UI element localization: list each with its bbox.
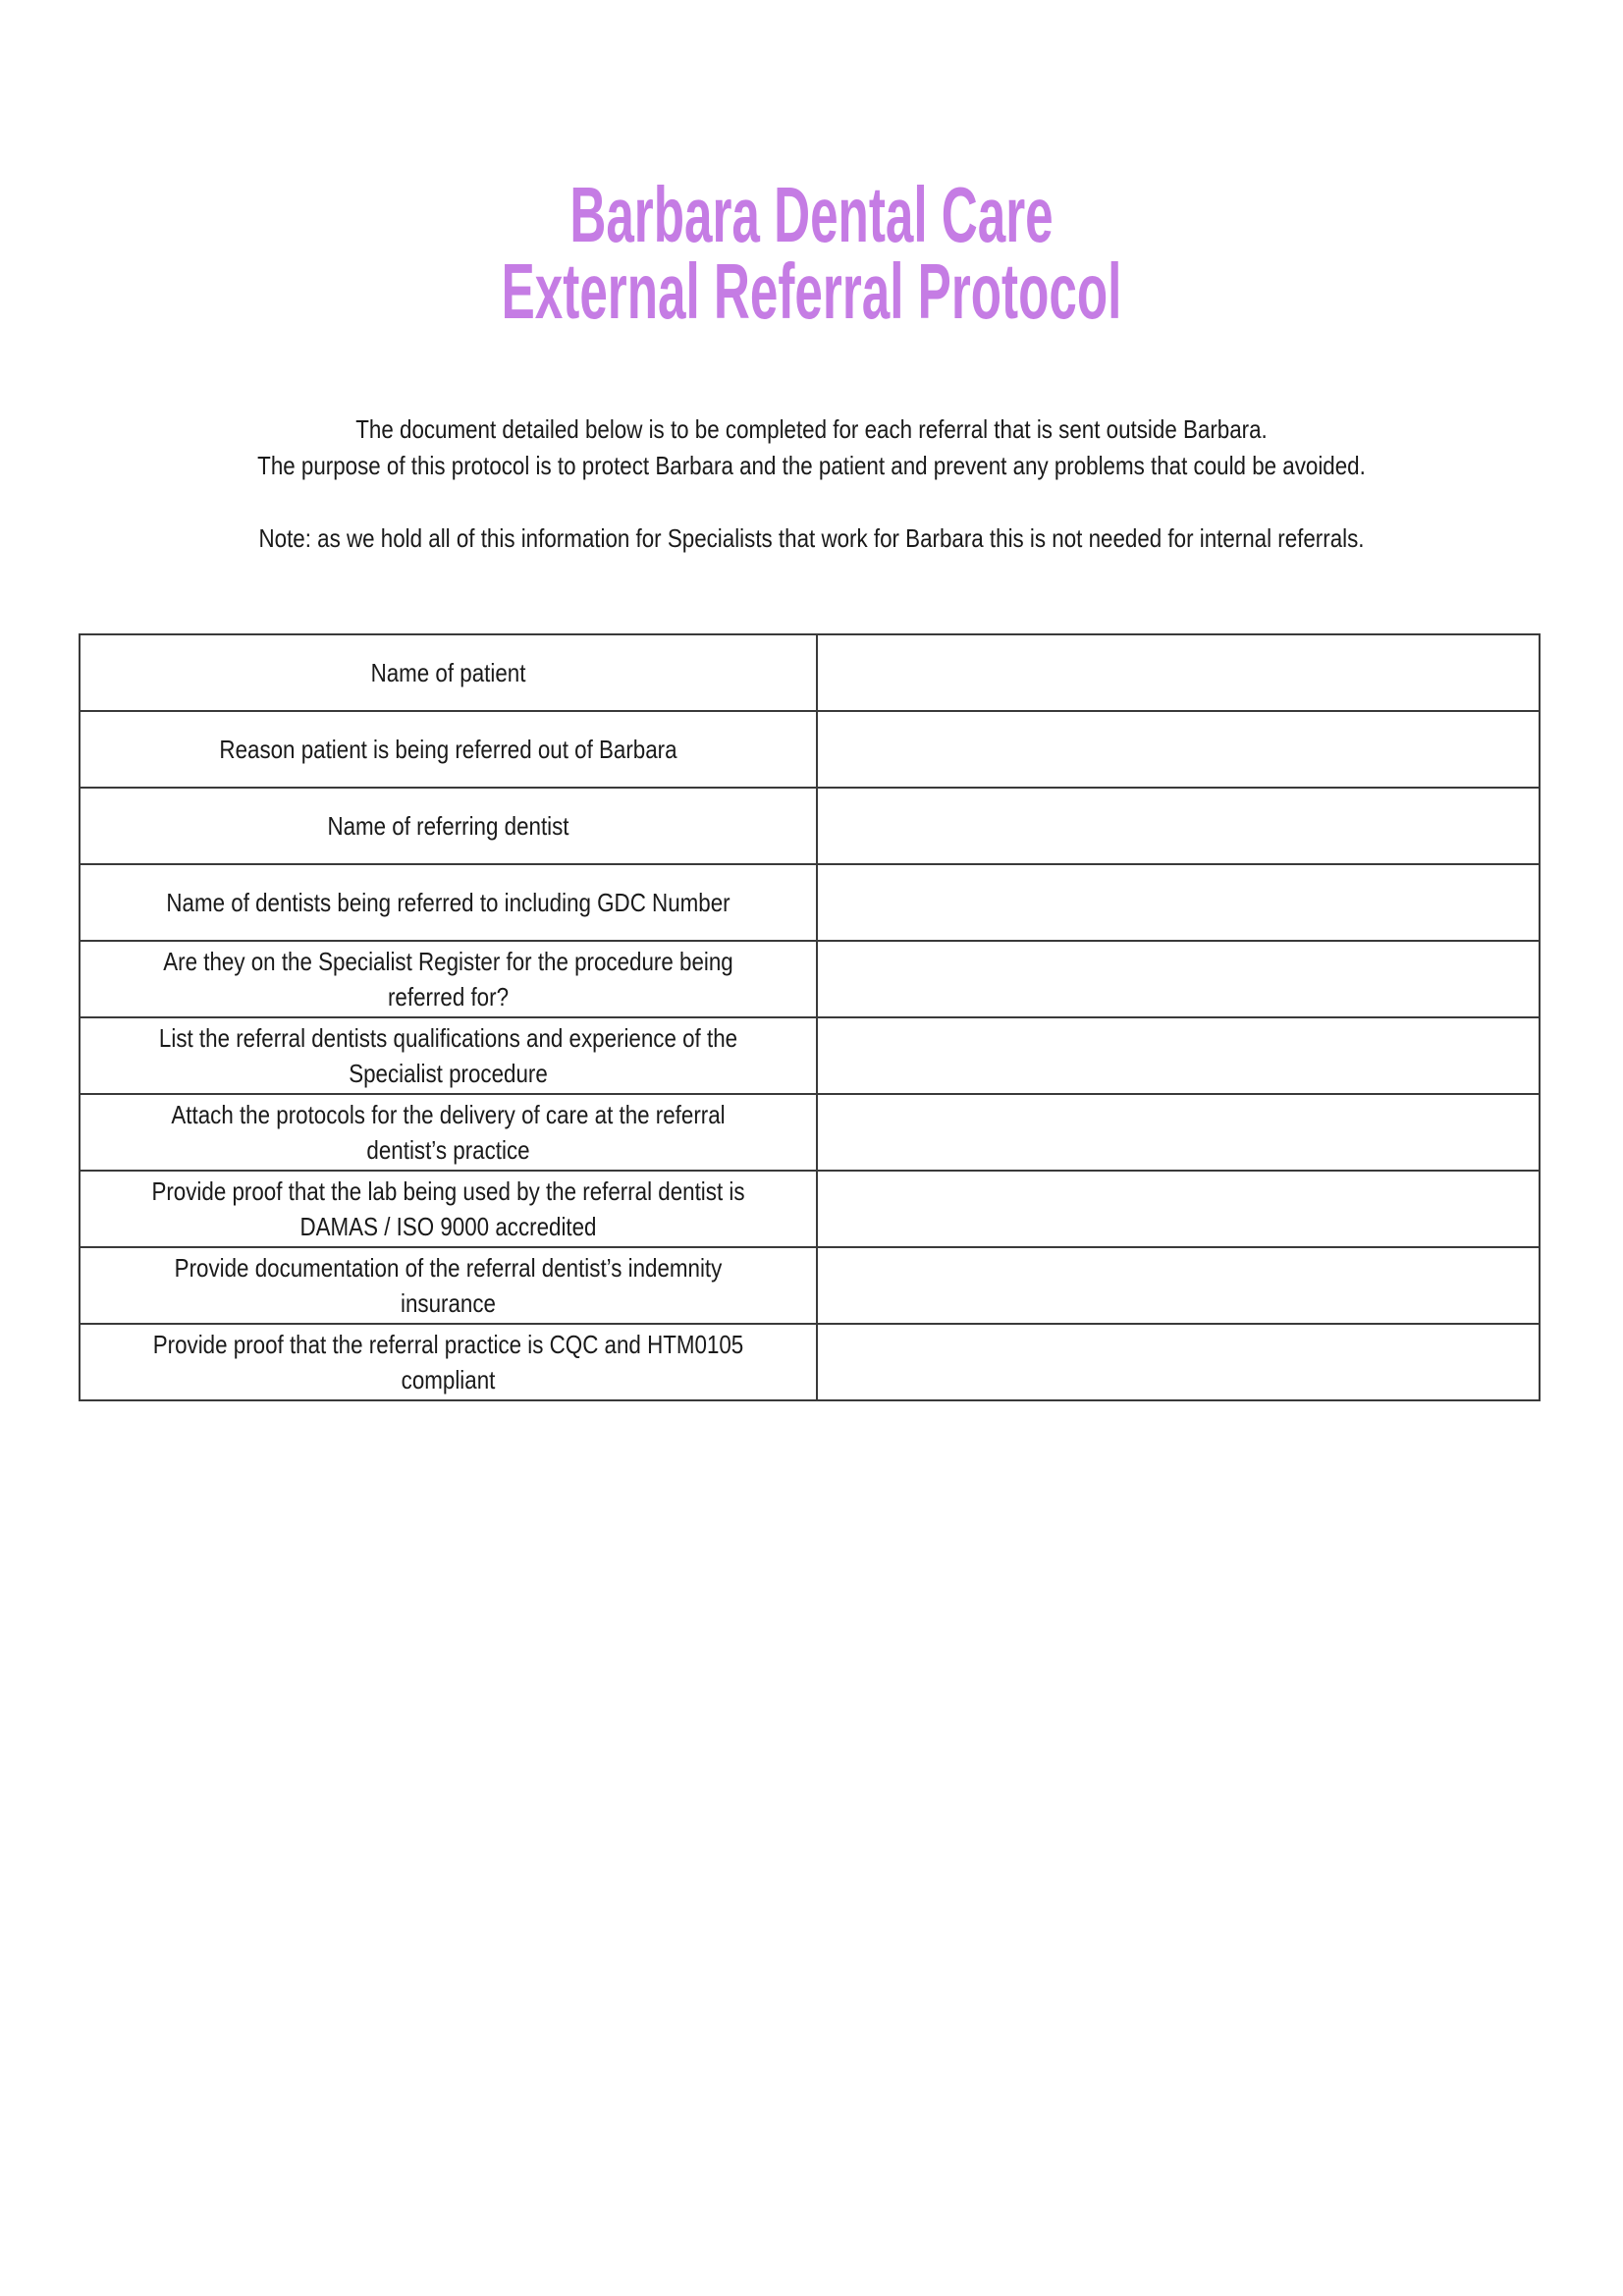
row-value-cell[interactable]: [817, 1247, 1540, 1324]
row-label-line: Name of patient: [370, 658, 526, 687]
row-label-line: Are they on the Specialist Register for the procedure being: [163, 947, 733, 976]
table-row-reason-referred: [80, 711, 1540, 788]
row-label-line: List the referral dentists qualifications and experience of the: [158, 1023, 738, 1053]
table-row-lab-accreditation: [80, 1171, 1540, 1247]
row-label-cell: [80, 864, 817, 941]
row-label-line: Name of dentists being referred to including GDC Number: [166, 888, 730, 917]
note-line: Note: as we hold all of this information for Specialists that work for Barbara this is not needed for internal referrals.: [258, 523, 1365, 553]
row-label-line: DAMAS / ISO 9000 accredited: [299, 1212, 597, 1241]
referral-table: [79, 633, 1541, 1401]
row-label-cell: [80, 1247, 817, 1324]
title-line-2: External Referral Protocol: [501, 247, 1122, 335]
row-label-line: Attach the protocols for the delivery of care at the referral: [171, 1100, 726, 1129]
table-row-name-of-patient: [80, 634, 1540, 711]
row-value-cell[interactable]: [817, 941, 1540, 1017]
row-value-cell[interactable]: [817, 864, 1540, 941]
intro-line-1: The document detailed below is to be completed for each referral that is sent outside Barbara.: [355, 414, 1268, 444]
row-value-cell[interactable]: [817, 634, 1540, 711]
document-title: [0, 0, 1623, 335]
row-label-cell: [80, 1017, 817, 1094]
table-row-referring-dentist: [80, 788, 1540, 864]
row-value-cell[interactable]: [817, 1171, 1540, 1247]
row-value-cell[interactable]: [817, 711, 1540, 788]
table-row-qualifications-experience: [80, 1017, 1540, 1094]
table-row-referred-to-dentist-gdc: [80, 864, 1540, 941]
row-value-cell[interactable]: [817, 788, 1540, 864]
row-label-line: Provide proof that the lab being used by the referral dentist is: [151, 1176, 745, 1206]
row-label-line: insurance: [401, 1288, 496, 1318]
row-label-line: Reason patient is being referred out of Barbara: [219, 735, 677, 764]
row-label-line: Specialist procedure: [349, 1059, 548, 1088]
row-value-cell[interactable]: [817, 1324, 1540, 1400]
intro-line-2: The purpose of this protocol is to protect Barbara and the patient and prevent any problems that could be avoided.: [257, 451, 1366, 480]
row-label-cell: [80, 1094, 817, 1171]
table-row-specialist-register: [80, 941, 1540, 1017]
row-label-cell: [80, 634, 817, 711]
row-label-line: referred for?: [387, 982, 510, 1011]
row-label-cell: [80, 711, 817, 788]
table-row-indemnity-insurance: [80, 1247, 1540, 1324]
row-label-line: Provide proof that the referral practice is CQC and HTM0105: [152, 1330, 744, 1359]
title-line-1: Barbara Dental Care: [569, 171, 1054, 258]
row-value-cell[interactable]: [817, 1017, 1540, 1094]
row-label-line: compliant: [401, 1365, 496, 1394]
row-label-cell: [80, 788, 817, 864]
intro-paragraph: [0, 411, 1623, 557]
row-label-cell: [80, 1171, 817, 1247]
row-label-cell: [80, 941, 817, 1017]
row-label-line: dentist’s practice: [366, 1135, 530, 1165]
row-label-line: Name of referring dentist: [327, 811, 569, 841]
row-value-cell[interactable]: [817, 1094, 1540, 1171]
row-label-cell: [80, 1324, 817, 1400]
table-row-care-delivery-protocols: [80, 1094, 1540, 1171]
table-row-cqc-htm-compliance: [80, 1324, 1540, 1400]
row-label-line: Provide documentation of the referral dentist’s indemnity: [174, 1253, 723, 1283]
